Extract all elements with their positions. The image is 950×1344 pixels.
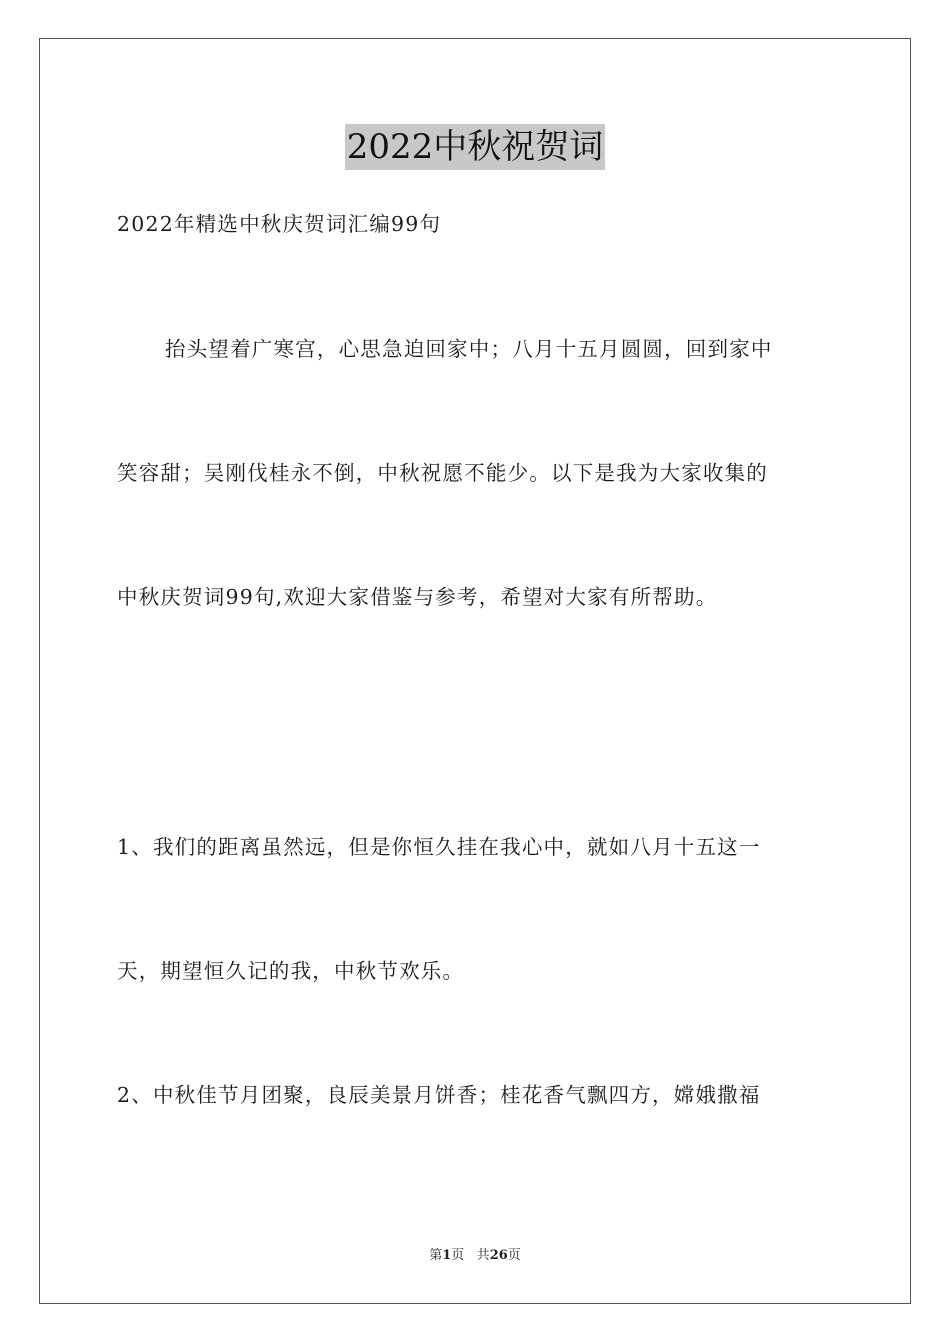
list-item-line: 天，期望恒久记的我，中秋节欢乐。 xyxy=(117,959,465,983)
document-subtitle: 2022年精选中秋庆贺词汇编99句 xyxy=(117,212,442,236)
page-number-current: 1 xyxy=(442,1248,452,1263)
page-footer xyxy=(0,1247,950,1265)
page-number-suffix: 页 xyxy=(451,1248,465,1263)
page-total-suffix: 页 xyxy=(507,1248,521,1263)
document-title: 2022中秋祝贺词 xyxy=(345,124,606,170)
list-item-line: 1、我们的距离虽然远，但是你恒久挂在我心中，就如八月十五这一 xyxy=(117,835,761,859)
title-container xyxy=(0,124,950,170)
page-total-prefix: 共 xyxy=(476,1248,490,1263)
paragraph-line: 抬头望着广寒宫，心思急迫回家中；八月十五月圆圆，回到家中 xyxy=(165,337,773,361)
page-number-prefix: 第 xyxy=(429,1248,443,1263)
paragraph-line: 笑容甜；吴刚伐桂永不倒，中秋祝愿不能少。以下是我为大家收集的 xyxy=(117,461,768,485)
page-number-total: 26 xyxy=(489,1248,508,1263)
paragraph-line: 中秋庆贺词99句,欢迎大家借鉴与参考，希望对大家有所帮助。 xyxy=(117,585,718,609)
list-item-line: 2、中秋佳节月团聚，良辰美景月饼香；桂花香气飘四方，嫦娥撒福 xyxy=(117,1083,761,1107)
